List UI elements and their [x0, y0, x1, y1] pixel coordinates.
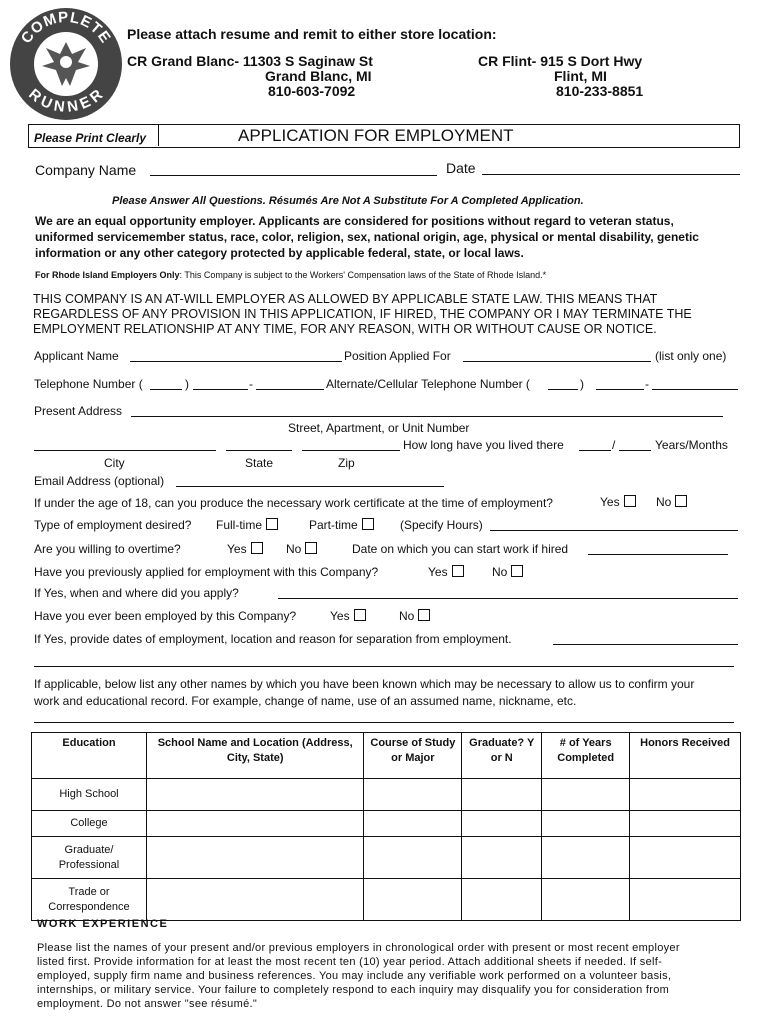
overtime-yes-checkbox[interactable]: [251, 542, 263, 554]
at-will-line-2: REGARDLESS OF ANY PROVISION IN THIS APPLICATION, IF HIRED, THE COMPANY OR I MAY TERMINATE THE: [33, 307, 692, 321]
work-text-line-2: listed first. Provide information for at least the most recent ten (10) year period. Attach additional sheets if needed. If self-: [37, 956, 663, 968]
ri-text: : This Company is subject to the Workers' Compensation laws of the State of Rhode Island.*: [179, 270, 547, 280]
telephone-prefix-field[interactable]: [193, 389, 248, 390]
if-yes-dates-label: If Yes, provide dates of employment, location and reason for separation from employment.: [34, 632, 512, 646]
table-cell[interactable]: [364, 779, 462, 811]
table-cell[interactable]: [630, 811, 741, 837]
prev-applied-no-checkbox[interactable]: [511, 565, 523, 577]
applicant-name-label: Applicant Name: [34, 349, 119, 363]
at-will-line-3: EMPLOYMENT RELATIONSHIP AT ANY TIME, FOR ANY REASON, WITH OR WITHOUT CAUSE OR NOTICE.: [33, 322, 657, 336]
part-time-checkbox[interactable]: [362, 518, 374, 530]
years-header: # of Years Completed: [542, 733, 630, 779]
city-caption: City: [104, 456, 125, 470]
overtime-no[interactable]: [286, 542, 317, 556]
specify-hours-field[interactable]: [490, 530, 738, 531]
other-names-line-1: If applicable, below list any other names by which you have been known which may be necessary to allow us to confirm your: [34, 677, 695, 691]
table-cell[interactable]: [542, 779, 630, 811]
under18-no[interactable]: [656, 495, 687, 509]
no-label: No: [656, 495, 672, 509]
table-cell[interactable]: [364, 879, 462, 921]
years-months-label: Years/Months: [655, 438, 728, 452]
alt-phone-dash: -: [645, 377, 649, 391]
honors-header: Honors Received: [630, 733, 741, 779]
row-label-trade: Trade or Correspondence: [32, 879, 147, 921]
print-note: Please Print Clearly: [34, 131, 147, 145]
zip-field[interactable]: [302, 450, 400, 451]
table-cell[interactable]: [542, 879, 630, 921]
no-label: No: [492, 565, 508, 579]
work-experience-heading: WORK EXPERIENCE: [37, 918, 169, 930]
position-label: Position Applied For: [344, 349, 451, 363]
part-time-label: Part-time: [309, 518, 358, 532]
under18-yes-checkbox[interactable]: [624, 495, 636, 507]
alt-prefix-field[interactable]: [596, 389, 644, 390]
if-yes-dates-field[interactable]: [553, 644, 738, 645]
complete-runner-logo: [10, 8, 122, 120]
prev-employed-yes-checkbox[interactable]: [354, 609, 366, 621]
work-text-line-4: internships, or military service. Your failure to completely respond to each inquiry may disqualify you for consideration from: [37, 984, 670, 996]
overtime-no-checkbox[interactable]: [305, 542, 317, 554]
email-field[interactable]: [176, 486, 444, 487]
yes-label: Yes: [227, 542, 247, 556]
date-label: Date: [446, 160, 476, 176]
prev-employed-question: Have you ever been employed by this Company?: [34, 609, 297, 623]
full-time-checkbox[interactable]: [266, 518, 278, 530]
table-row: [32, 779, 741, 811]
yes-label: Yes: [428, 565, 448, 579]
separation-reason-field[interactable]: [34, 666, 734, 667]
overtime-yes[interactable]: [227, 542, 263, 556]
telephone-label: Telephone Number (: [34, 377, 143, 391]
present-address-label: Present Address: [34, 404, 123, 418]
table-cell[interactable]: [630, 879, 741, 921]
other-names-field[interactable]: [34, 722, 734, 723]
education-header-row: [32, 733, 741, 779]
street-caption: Street, Apartment, or Unit Number: [288, 421, 470, 435]
type-desired-label: Type of employment desired?: [34, 518, 192, 532]
table-cell[interactable]: [542, 837, 630, 879]
prev-applied-yes-checkbox[interactable]: [452, 565, 464, 577]
company-name-field[interactable]: [150, 175, 437, 176]
prev-applied-yes[interactable]: [428, 565, 464, 579]
telephone-dash: -: [249, 377, 253, 391]
state-caption: State: [245, 456, 274, 470]
overtime-label: Are you willing to overtime?: [34, 542, 181, 556]
date-field[interactable]: [482, 174, 740, 175]
table-cell[interactable]: [364, 811, 462, 837]
graduate-header: Graduate? Y or N: [462, 733, 542, 779]
work-text-line-1: Please list the names of your present and/or previous employers in chronological order with present or most recent employer: [37, 942, 680, 954]
work-text-line-3: employed, supply firm name and business references. You may include any verifiable work performed on a volunteer basis,: [37, 970, 672, 982]
work-text-line-5: employment. Do not answer "see résumé.": [37, 998, 258, 1010]
prev-applied-question: Have you previously applied for employment with this Company?: [34, 565, 379, 579]
specify-hours-label: (Specify Hours): [400, 518, 483, 532]
prev-employed-no[interactable]: [399, 609, 430, 623]
alt-phone-paren: ): [580, 377, 584, 391]
table-cell[interactable]: [146, 779, 364, 811]
yes-label: Yes: [600, 495, 620, 509]
if-yes-when-field[interactable]: [278, 598, 738, 599]
yes-label: Yes: [330, 609, 350, 623]
years-field[interactable]: [579, 450, 611, 451]
winged-emblem-icon: [34, 32, 98, 96]
applicant-name-field[interactable]: [130, 361, 342, 362]
under18-question: If under the age of 18, can you produce the necessary work certificate at the time of employment?: [34, 496, 553, 510]
area-code-field[interactable]: [150, 389, 182, 390]
city-field[interactable]: [34, 450, 216, 451]
how-long-slash: /: [612, 438, 616, 452]
street-field[interactable]: [131, 416, 723, 417]
full-time-label: Full-time: [216, 518, 263, 532]
table-cell[interactable]: [542, 811, 630, 837]
table-cell[interactable]: [146, 879, 364, 921]
table-cell[interactable]: [364, 837, 462, 879]
row-label-college: College: [32, 811, 147, 837]
rhode-island-notice: [35, 270, 546, 281]
alt-area-code-field[interactable]: [548, 389, 578, 390]
overtime-question: [34, 542, 181, 556]
under18-yes[interactable]: [600, 495, 636, 509]
table-row: [32, 811, 741, 837]
answer-all-notice: Please Answer All Questions. Résumés Are Not A Substitute For A Completed Application.: [112, 195, 584, 207]
row-label-graduate: Graduate/ Professional: [32, 837, 147, 879]
company-name-label: Company Name: [35, 162, 137, 178]
start-date-field[interactable]: [588, 554, 728, 555]
full-time-option[interactable]: [216, 518, 278, 532]
table-cell[interactable]: [630, 779, 741, 811]
position-field[interactable]: [463, 361, 651, 362]
row-label-high-school: High School: [32, 779, 147, 811]
course-header: Course of Study or Major: [364, 733, 462, 779]
at-will-line-1: THIS COMPANY IS AN AT-WILL EMPLOYER AS ALLOWED BY APPLICABLE STATE LAW. THIS MEANS THAT: [33, 292, 658, 306]
telephone-number-field[interactable]: [256, 389, 324, 390]
table-cell[interactable]: [462, 837, 542, 879]
part-time-option[interactable]: [309, 518, 374, 532]
store2-name: CR Flint- 915 S Dort Hwy: [478, 53, 643, 69]
state-field[interactable]: [226, 450, 292, 451]
how-long-label: How long have you lived there: [403, 438, 564, 452]
table-cell[interactable]: [462, 779, 542, 811]
store2-city: Flint, MI: [554, 68, 607, 84]
email-label: Email Address (optional): [34, 474, 165, 488]
alt-phone-label: Alternate/Cellular Telephone Number (: [326, 377, 530, 391]
eeo-line-3: information or any other category protected by applicable federal, state, or local laws.: [35, 246, 524, 260]
table-cell[interactable]: [146, 837, 364, 879]
table-cell[interactable]: [630, 837, 741, 879]
other-names-line-2: work and educational record. For example, change of name, use of an assumed name, nickname, etc.: [34, 694, 577, 708]
ri-bold: For Rhode Island Employers Only: [35, 270, 180, 280]
prev-employed-yes[interactable]: [330, 609, 366, 623]
table-cell[interactable]: [146, 811, 364, 837]
page-title: APPLICATION FOR EMPLOYMENT: [238, 126, 514, 145]
logo-bottom-text: RUNNER: [25, 85, 107, 116]
store1-name: CR Grand Blanc- 11303 S Saginaw St: [127, 53, 373, 69]
eeo-line-2: uniformed servicemember status, race, color, religion, sex, national origin, age, physical or mental disability, genetic: [35, 230, 699, 244]
header-instruction: Please attach resume and remit to either store location:: [127, 26, 497, 42]
list-only-one: (list only one): [655, 349, 727, 363]
store1-city: Grand Blanc, MI: [265, 68, 372, 84]
logo-emblem: [34, 32, 98, 96]
store1-phone: 810-603-7092: [268, 83, 356, 99]
table-row: [32, 879, 741, 921]
prev-applied-no[interactable]: [492, 565, 523, 579]
start-date-label: Date on which you can start work if hired: [352, 542, 569, 556]
education-table: [31, 732, 741, 921]
table-cell[interactable]: [462, 811, 542, 837]
telephone-paren: ): [185, 377, 189, 391]
under18-no-checkbox[interactable]: [675, 495, 687, 507]
if-yes-when-label: If Yes, when and where did you apply?: [34, 586, 239, 600]
education-header: Education: [32, 733, 147, 779]
zip-caption: Zip: [338, 456, 355, 470]
no-label: No: [399, 609, 415, 623]
eeo-line-1: We are an equal opportunity employer. Applicants are considered for positions without regard to veteran status,: [35, 214, 674, 228]
alt-number-field[interactable]: [652, 389, 738, 390]
no-label: No: [286, 542, 302, 556]
school-header: School Name and Location (Address, City, State): [146, 733, 364, 779]
months-field[interactable]: [619, 450, 651, 451]
logo-top-text: COMPLETE: [17, 8, 115, 47]
table-cell[interactable]: [462, 879, 542, 921]
prev-employed-no-checkbox[interactable]: [418, 609, 430, 621]
table-row: [32, 837, 741, 879]
store2-phone: 810-233-8851: [556, 83, 644, 99]
